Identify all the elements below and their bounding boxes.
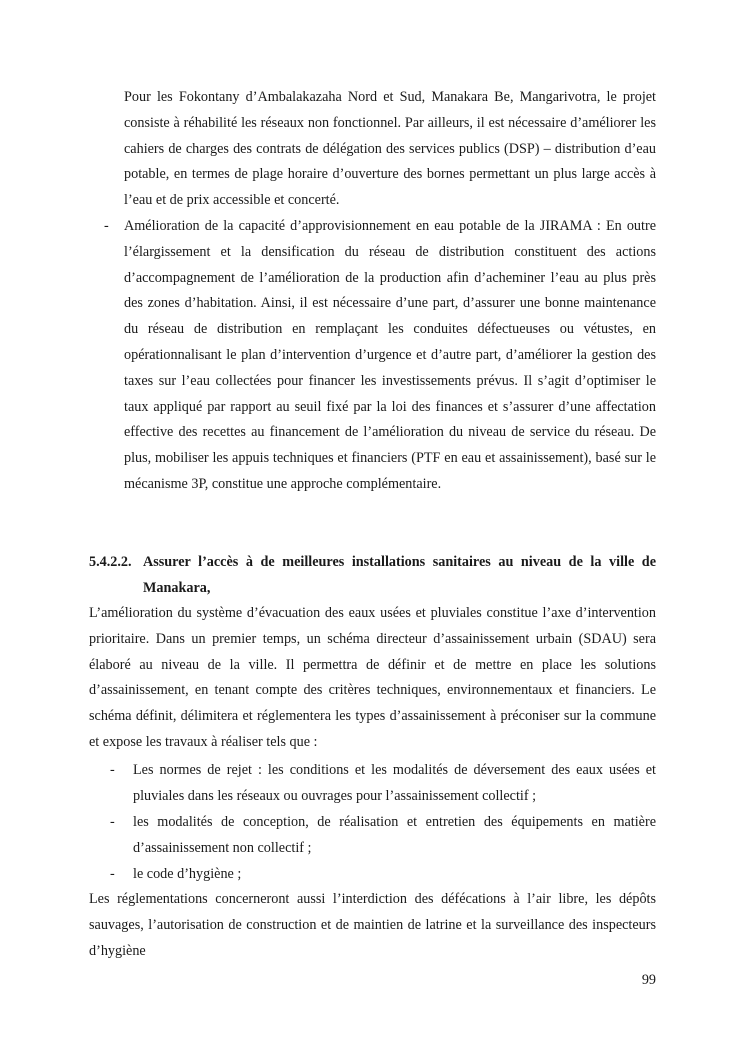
bullet-dash: -	[110, 762, 115, 778]
list-item-text: le code d’hygiène ;	[133, 866, 242, 882]
list-item-jirama	[89, 214, 656, 524]
list-item	[89, 810, 656, 862]
list-item	[89, 862, 656, 888]
section-heading	[89, 550, 656, 602]
page-number: 99	[641, 972, 656, 988]
section-number: 5.4.2.2.	[89, 554, 132, 570]
list-item-text: Les normes de rejet : les conditions et les modalités de déversement des eaux usées et pluviales dans les réseaux ou ouvrages pour l’assainissement collectif ;	[133, 762, 656, 804]
list-item-text: les modalités de conception, de réalisation et entretien des équipements en matière d’assainissement non collectif ;	[133, 814, 656, 856]
paragraph-fokontany: Pour les Fokontany d’Ambalakazaha Nord et Sud, Manakara Be, Mangarivotra, le projet consiste à réhabilité les réseaux non fonctionnel. Par ailleurs, il est nécessaire d’améliorer les cahiers de charges des contrats de délégation des services publics (DSP) – distribution d’eau potable, en termes de plage horaire d’ouverture des bornes permettant un plus large accès à l’eau et de prix accessible et concerté.	[124, 89, 656, 209]
bullet-dash: -	[104, 218, 109, 234]
list-item-text: Amélioration de la capacité d’approvisionnement en eau potable de la JIRAMA : En outre l’élargissement et la densification du réseau de distribution constituent des actions d’accompagnement de l’amélioration de la production afin d’acheminer l’eau au plus près des zones d’habitation. Ainsi, il est nécessaire d’une part, d’assurer une bonne maintenance du réseau de distribution en remplaçant les conduites défectueuses ou vétustes, en opérationnalisant le plan d’intervention d’urgence et d’autre part, d’améliorer la gestion des taxes sur l’eau collectées pour financer les investissements prévus. Il s’agit d’optimiser le taux appliqué par rapport au seuil fixé par la loi des finances et s’assurer d’une affectation effective des recettes au financement de l’amélioration du niveau de service du réseau. De plus, mobiliser les appuis techniques et financiers (PTF en eau et assainissement), basé sur le mécanisme 3P, constitue une approche complémentaire.	[124, 218, 656, 492]
bullet-dash: -	[110, 814, 115, 830]
paragraph-reglementations: Les réglementations concerneront aussi l’interdiction des défécations à l’air libre, les dépôts sauvages, l’autorisation de construction et de maintien de latrine et la surveillance des inspecteurs d’hygiène	[89, 891, 656, 959]
paragraph-sdau: L’amélioration du système d’évacuation des eaux usées et pluviales constitue l’axe d’intervention prioritaire. Dans un premier temps, un schéma directeur d’assainissement urbain (SDAU) sera élaboré au niveau de la ville. Il permettra de définir et de mettre en place les solutions d’assainissement, en tenant compte des critères techniques, environnementaux et financiers. Le schéma définit, délimitera et réglementera les types d’assainissement à préconiser sur la commune et expose les travaux à réaliser tels que :	[89, 605, 656, 750]
list-item	[89, 758, 656, 810]
bullet-dash: -	[110, 866, 115, 882]
section-title: Assurer l’accès à de meilleures installations sanitaires au niveau de la ville de Manakara,	[143, 554, 656, 596]
